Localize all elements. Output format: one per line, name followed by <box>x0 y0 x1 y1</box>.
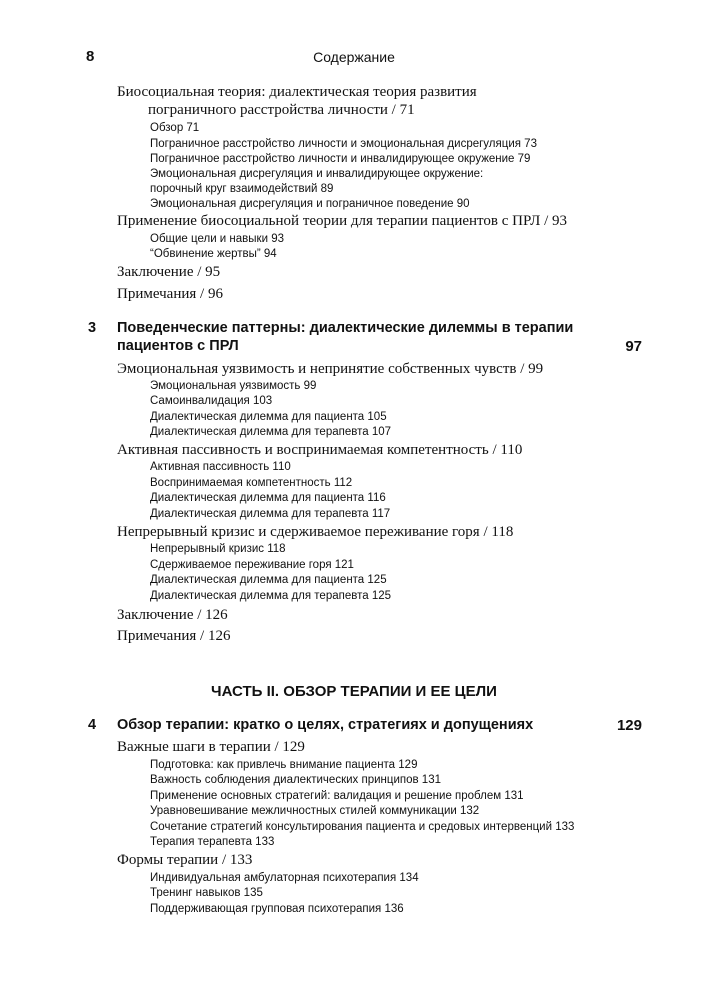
toc-subsection: Эмоциональная уязвимость 99 <box>150 380 317 392</box>
toc-subsection: Применение основных стратегий: валидация и решение проблем 131 <box>150 790 524 802</box>
toc-subsection: Сдерживаемое переживание горя 121 <box>150 559 354 571</box>
toc-subsection: Уравновешивание межличностных стилей коммуникации 132 <box>150 805 480 817</box>
toc-subsection: Диалектическая дилемма для терапевта 125 <box>150 590 392 602</box>
chapter-page: 97 <box>625 338 642 355</box>
chapter-title: Поведенческие паттерны: диалектические дилеммы в терапии <box>117 320 574 336</box>
toc-subsection: Индивидуальная амбулаторная психотерапия 134 <box>150 872 419 884</box>
toc-section: Эмоциональная уязвимость и непринятие собственных чувств / 99 <box>117 361 544 377</box>
toc-subsection: Сочетание стратегий консультирования пациента и средовых интервенций 133 <box>150 821 575 833</box>
page-number: 8 <box>86 48 95 65</box>
toc-subsection: Терапия терапевта 133 <box>150 836 275 848</box>
toc-subsection: Самоинвалидация 103 <box>150 395 273 407</box>
toc-subsection: Активная пассивность 110 <box>150 461 291 473</box>
toc-subsection: Обзор 71 <box>150 122 200 134</box>
toc-section: Активная пассивность и воспринимаемая компетентность / 110 <box>117 442 523 458</box>
chapter-page: 129 <box>616 717 642 734</box>
chapter-title-cont: пациентов с ПРЛ <box>117 338 239 354</box>
toc-subsection: Пограничное расстройство личности и эмоциональная дисрегуляция 73 <box>150 138 537 150</box>
toc-section-notes: Примечания / 96 <box>117 286 223 302</box>
toc-section-conclusion: Заключение / 126 <box>117 607 228 623</box>
chapter-number: 4 <box>88 717 97 733</box>
toc-section-biosocial-application: Применение биосоциальной теории для терапии пациентов с ПРЛ / 93 <box>117 213 568 229</box>
toc-subsection: Поддерживающая групповая психотерапия 136 <box>150 903 404 915</box>
toc-section-biosocial-theory-cont: пограничного расстройства личности / 71 <box>148 102 415 118</box>
toc-subsection: Подготовка: как привлечь внимание пациента 129 <box>150 759 418 771</box>
running-header: Содержание <box>313 49 395 65</box>
toc-section-notes: Примечания / 126 <box>117 628 231 644</box>
toc-section-conclusion: Заключение / 95 <box>117 264 221 280</box>
toc-subsection: Диалектическая дилемма для пациента 116 <box>150 492 386 504</box>
toc-subsection: Диалектическая дилемма для терапевта 107 <box>150 426 392 438</box>
toc-subsection: Диалектическая дилемма для пациента 105 <box>150 411 387 423</box>
toc-section: Непрерывный кризис и сдерживаемое переживание горя / 118 <box>117 524 514 540</box>
toc-section: Формы терапии / 133 <box>117 852 253 868</box>
toc-subsection: Диалектическая дилемма для терапевта 117 <box>150 508 391 520</box>
chapter-number: 3 <box>88 320 97 336</box>
toc-subsection: порочный круг взаимодействий 89 <box>150 183 334 195</box>
toc-subsection: Тренинг навыков 135 <box>150 887 263 899</box>
toc-section-biosocial-theory: Биосоциальная теория: диалектическая теория развития <box>117 84 477 100</box>
toc-section: Важные шаги в терапии / 129 <box>117 739 305 755</box>
toc-subsection: Воспринимаемая компетентность 112 <box>150 477 353 489</box>
toc-subsection: Эмоциональная дисрегуляция и инвалидирующее окружение: <box>150 168 484 180</box>
toc-subsection: Важность соблюдения диалектических принципов 131 <box>150 774 441 786</box>
toc-subsection: Пограничное расстройство личности и инвалидирующее окружение 79 <box>150 153 531 165</box>
toc-subsection: Непрерывный кризис 118 <box>150 543 286 555</box>
part-title: ЧАСТЬ II. ОБЗОР ТЕРАПИИ И ЕЕ ЦЕЛИ <box>211 683 497 700</box>
toc-subsection: Диалектическая дилемма для пациента 125 <box>150 574 387 586</box>
toc-subsection: “Обвинение жертвы” 94 <box>150 248 277 260</box>
toc-subsection: Общие цели и навыки 93 <box>150 233 284 245</box>
chapter-title: Обзор терапии: кратко о целях, стратегиях и допущениях <box>117 717 534 733</box>
toc-subsection: Эмоциональная дисрегуляция и пограничное поведение 90 <box>150 198 470 210</box>
